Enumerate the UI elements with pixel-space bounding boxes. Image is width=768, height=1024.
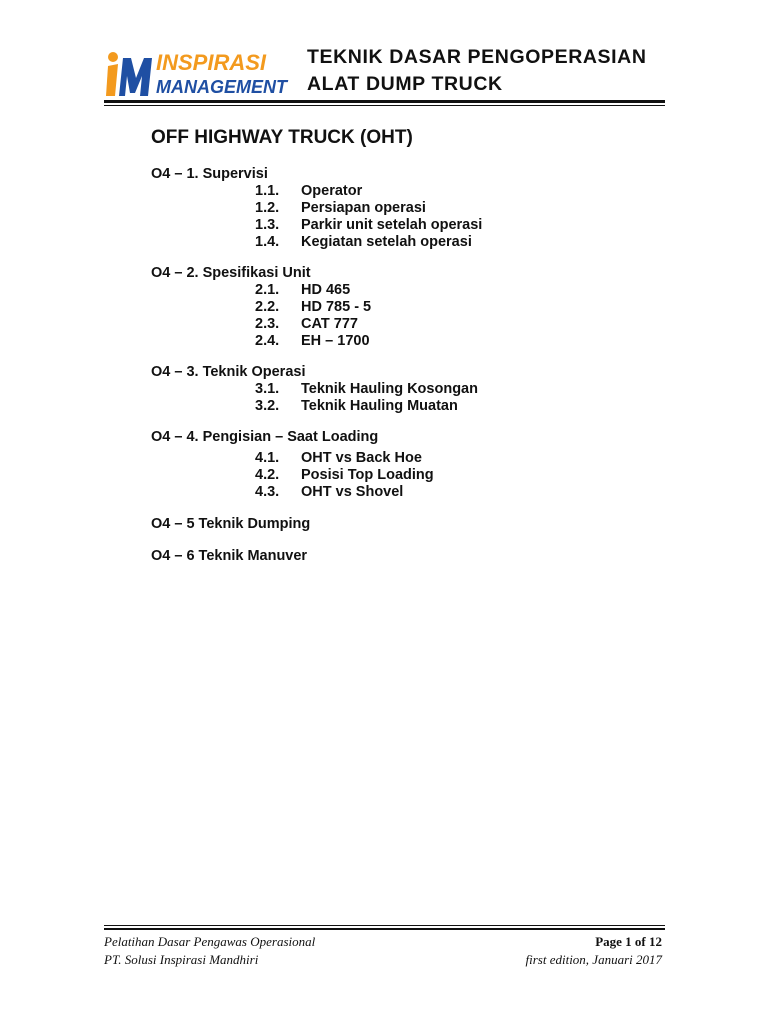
section-title: O4 – 3. Teknik Operasi	[151, 364, 306, 380]
item-number: 2.1.	[255, 282, 280, 298]
list-item	[151, 234, 671, 251]
inspirasi-management-logo	[106, 48, 292, 98]
list-item	[151, 282, 671, 299]
item-number: 2.2.	[255, 299, 280, 315]
item-number: 4.1.	[255, 450, 280, 466]
item-number: 2.3.	[255, 316, 280, 332]
item-number: 3.2.	[255, 398, 280, 414]
section-supervisi	[151, 166, 671, 251]
section-title: O4 – 4. Pengisian – Saat Loading	[151, 429, 379, 445]
footer-company-name: PT. Solusi Inspirasi Mandhiri	[104, 952, 259, 967]
header-title-line1: TEKNIK DASAR PENGOPERASIAN	[307, 46, 647, 68]
item-text: Posisi Top Loading	[301, 467, 434, 483]
header-title-line2: ALAT DUMP TRUCK	[307, 73, 503, 95]
logo-line1: INSPIRASI	[156, 50, 267, 75]
item-text: HD 785 - 5	[301, 299, 372, 315]
list-item	[151, 484, 671, 501]
footer-rule-thin	[104, 925, 665, 926]
item-text: Persiapan operasi	[301, 200, 426, 216]
list-item	[151, 316, 671, 333]
item-text: Kegiatan setelah operasi	[301, 234, 472, 250]
item-text: OHT vs Back Hoe	[301, 450, 422, 466]
document-heading: OFF HIGHWAY TRUCK (OHT)	[151, 127, 413, 148]
item-text: Operator	[301, 183, 363, 199]
header-rule-thin	[104, 105, 665, 106]
item-number: 4.2.	[255, 467, 280, 483]
item-text: Teknik Hauling Muatan	[301, 398, 458, 414]
list-item	[151, 467, 671, 484]
list-item	[151, 299, 671, 316]
item-text: OHT vs Shovel	[301, 484, 404, 500]
list-item	[151, 450, 671, 467]
item-number: 1.2.	[255, 200, 280, 216]
footer-edition: first edition, Januari 2017	[525, 952, 662, 967]
section-teknik-dumping	[151, 516, 671, 533]
footer-course-name: Pelatihan Dasar Pengawas Operasional	[104, 934, 316, 949]
section-title: O4 – 6 Teknik Manuver	[151, 548, 308, 564]
section-pengisian	[151, 429, 671, 501]
item-number: 3.1.	[255, 381, 280, 397]
item-number: 1.1.	[255, 183, 280, 199]
header-rule	[104, 100, 665, 103]
footer-page-number: Page 1 of 12	[595, 934, 662, 949]
item-text: Parkir unit setelah operasi	[301, 217, 483, 233]
section-teknik-manuver	[151, 548, 671, 565]
list-item	[151, 217, 671, 234]
item-number: 4.3.	[255, 484, 280, 500]
document-body	[151, 125, 671, 565]
header-title	[307, 44, 647, 98]
list-item	[151, 333, 671, 350]
section-title: O4 – 1. Supervisi	[151, 166, 268, 182]
list-item	[151, 200, 671, 217]
list-item	[151, 398, 671, 415]
item-number: 2.4.	[255, 333, 280, 349]
item-text: HD 465	[301, 282, 351, 298]
list-item	[151, 381, 671, 398]
item-text: Teknik Hauling Kosongan	[301, 381, 478, 397]
footer-rule	[104, 928, 665, 930]
logo-line2: MANAGEMENT	[156, 77, 287, 97]
section-teknik-operasi	[151, 364, 671, 415]
section-spesifikasi-unit	[151, 265, 671, 350]
section-title: O4 – 2. Spesifikasi Unit	[151, 265, 311, 281]
list-item	[151, 183, 671, 200]
item-number: 1.4.	[255, 234, 280, 250]
item-text: EH – 1700	[301, 333, 370, 349]
item-text: CAT 777	[301, 316, 358, 332]
section-title: O4 – 5 Teknik Dumping	[151, 516, 311, 532]
item-number: 1.3.	[255, 217, 280, 233]
